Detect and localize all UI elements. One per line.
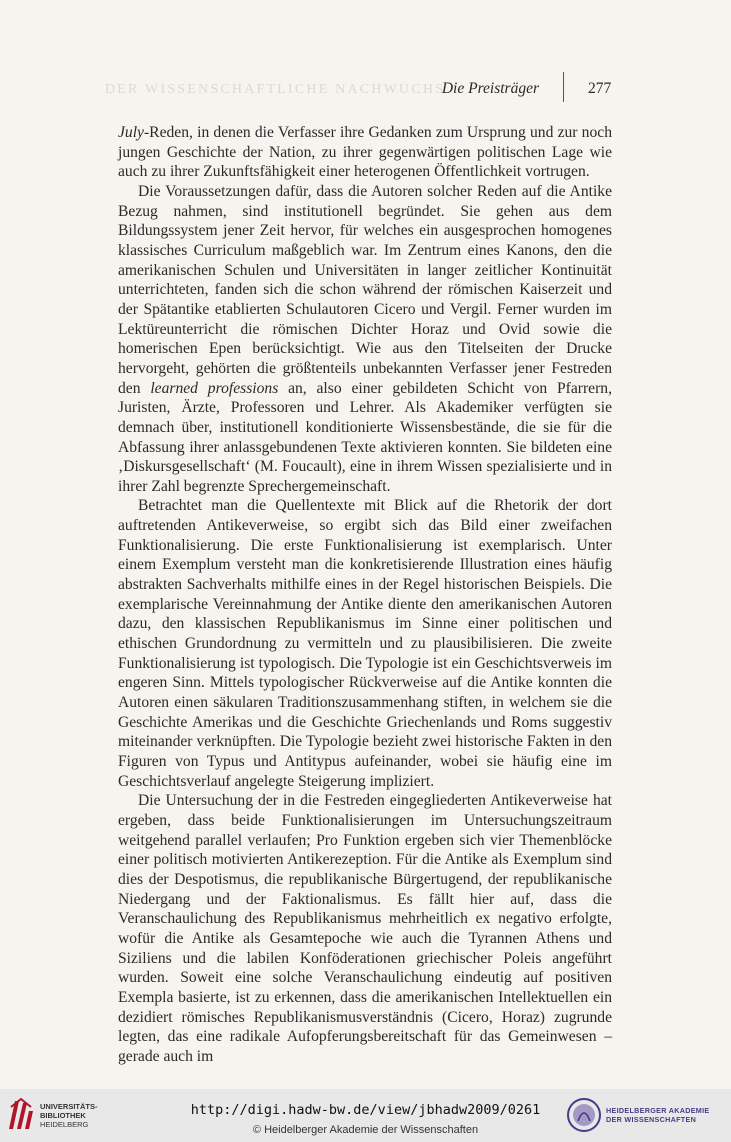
digitization-footer (0, 1089, 731, 1142)
academy-seal-icon (566, 1095, 602, 1135)
paragraph-1 (118, 123, 612, 182)
paragraph-1-text: -Reden, in denen die Verfasser ihre Gedanken zum Ursprung und zur noch jungen Geschichte der Nation, zu ihrer gegenwärtigen politischen Lage wie auch zu ihrer Zukunftsfähigkeit einer heterogenen Öffentlichkeit vortrugen. (118, 124, 612, 181)
permalink-url[interactable]: http://digi.hadw-bw.de/view/jbhadw2009/0261 (190, 1102, 541, 1118)
header-divider (563, 72, 564, 102)
hadw-line-2: DER WISSENSCHAFTEN (606, 1115, 697, 1124)
emphasis-july: July (118, 124, 144, 141)
ub-line-1: UNIVERSITÄTS- (40, 1102, 98, 1111)
running-title: Die Preisträger (441, 80, 539, 97)
paragraph-2-text-a: Die Voraussetzungen dafür, dass die Autoren solcher Reden auf die Antike Bezug nahmen, sind institutionell begründet. Sie gehen aus dem Bildungssystem jener Zeit hervor, für welches ein ausgesprochen homogenes klassisches Curriculum maßgeblich war. Im Zentrum eines Kanons, den die amerikanischen Schulen und Universitäten in langer zeitlicher Kontinuität unterrichteten, fanden sich die schon während der römischen Kaiserzeit und der Spätantike etablierten Schulautoren Cicero und Vergil. Ferner wurden im Lektüreunterricht die römischen Dichter Horaz und Ovid sowie die homerischen Epen berücksichtigt. Wie aus den Titelseiten der Drucke hervorgeht, gehörten die größtenteils unbekannten Verfasser jener Festreden den (118, 182, 612, 397)
emphasis-learned-professions: learned professions (150, 379, 279, 397)
paragraph-2 (118, 182, 612, 497)
paragraph-2-text-b: an, also einer gebildeten Schicht von Pfarrern, Juristen, Ärzte, Professoren und Lehrer. Als Akademiker verfügten sie demnach über, institutionell konditionierte Wissensbestände, die sie für die Abfassung ihrer anlassgebundenen Texte aktivieren konnten. Sie bildeten eine ‚Diskursgesellschaft‘ (M. Foucault), eine in ihrem Wissen spezialisierte und in ihrer Zahl begrenzte Sprechergemeinschaft. (118, 379, 612, 495)
body-text (118, 123, 612, 1067)
academy-name (606, 1106, 709, 1124)
hadw-line-1: HEIDELBERGER AKADEMIE (606, 1106, 710, 1115)
page-number: 277 (588, 80, 612, 97)
paragraph-3: Betrachtet man die Quellentexte mit Blick auf die Rhetorik der dort auftretenden Antikeverweise, so ergibt sich das Bild einer zweifachen Funktionalisierung. Die erste Funktionalisierung ist exemplarisch. Unter einem Exemplum versteht man die konkretisierende Illustration eines häufig abstrakten Sachverhalts mithilfe eines in der Regel historischen Beispiels. Die exemplarische Vereinnahmung der Antike diente den amerikanischen Autoren dazu, den klassischen Republikanismus im Sinne einer politischen und ethischen Grundordnung zu vermitteln und zu plausibilisieren. Die zweite Funktionalisierung ist typologisch. Die Typologie ist ein Geschichtsverweis im engeren Sinn. Mittels typologischer Rückverweise auf die Antike konnten die Autoren einen säkularen Traditionszusammenhang stiften, in welchem sie die Geschichte Amerikas und die Geschichte Griechenlands und Roms suggestiv miteinander verknüpften. Die Typologie bezieht zwei historische Fakten in den Figuren von Typus und Antitypus aufeinander, wobei sie häufig eine im Geschichtsverlauf angelegte Steigerung impliziert. (118, 497, 612, 790)
ub-line-3: HEIDELBERG (40, 1120, 89, 1129)
copyright-notice: © Heidelberger Akademie der Wissenschaften (252, 1124, 479, 1136)
paragraph-4: Die Untersuchung der in die Festreden eingegliederten Antikeverweise hat ergeben, dass beide Funktionalisierungen im Untersuchungszeitraum weitgehend parallel verlaufen; Pro Funktion ergeben sich vier Themenblöcke einer politisch motivierten Antikerezeption. Für die Antike als Exemplum sind dies der Despotismus, die republikanische Bürgertugend, der republikanische Niedergang und der Faktionalismus. Es fällt hier auf, dass die Veranschaulichung des Republikanismus mehrheitlich ex negativo erfolgte, wofür die Antike als Gesamtepoche wie auch die Tyrannen Athens und Siziliens und die labilen Konföderationen griechischer Poleis angeführt wurden. Soweit eine solche Veranschaulichung eindeutig auf positiven Exempla basierte, ist zu erkennen, dass die amerikanischen Intellektuellen ein dezidiert römisches Republikanismusverständnis (Cicero, Horaz) zugrunde legten, das eine radikale Aufopferungsbereitschaft für das Gemeinwesen – gerade auch im (118, 792, 612, 1065)
bleed-through-text: DER WISSENSCHAFTLICHE NACHWUCHS (105, 82, 446, 97)
ub-line-2: BIBLIOTHEK (40, 1111, 86, 1120)
page-header (0, 80, 731, 102)
